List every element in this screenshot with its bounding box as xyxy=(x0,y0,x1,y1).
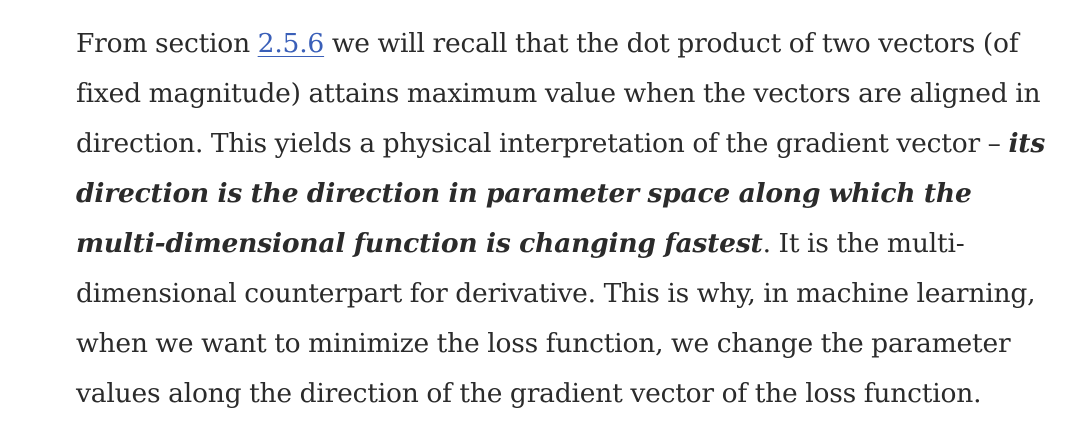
paragraph-dot-product-text: we will recall that the dot product of two vectors (of fixed magnitude) attains maximum value when the vectors are aligned in direction. This yields a physical interpretation of the gradient vector – xyxy=(76,28,1041,159)
paragraph-conclusion-text: . It is the multi-dimensional counterpart for derivative. This is why, in machine learning, when we want to minimize the loss function, we change the parameter values along the direction of the gradient vector of the loss function. xyxy=(76,228,1036,409)
gradient-paragraph xyxy=(76,19,1066,419)
article-body xyxy=(76,19,1066,419)
gradient-direction-emphasis: its direction is the direction in parameter space along which the multi-dimensional function is changing fastest xyxy=(76,128,1046,259)
paragraph-intro-text: From section xyxy=(76,28,258,59)
section-reference-link[interactable]: 2.5.6 xyxy=(257,28,325,59)
